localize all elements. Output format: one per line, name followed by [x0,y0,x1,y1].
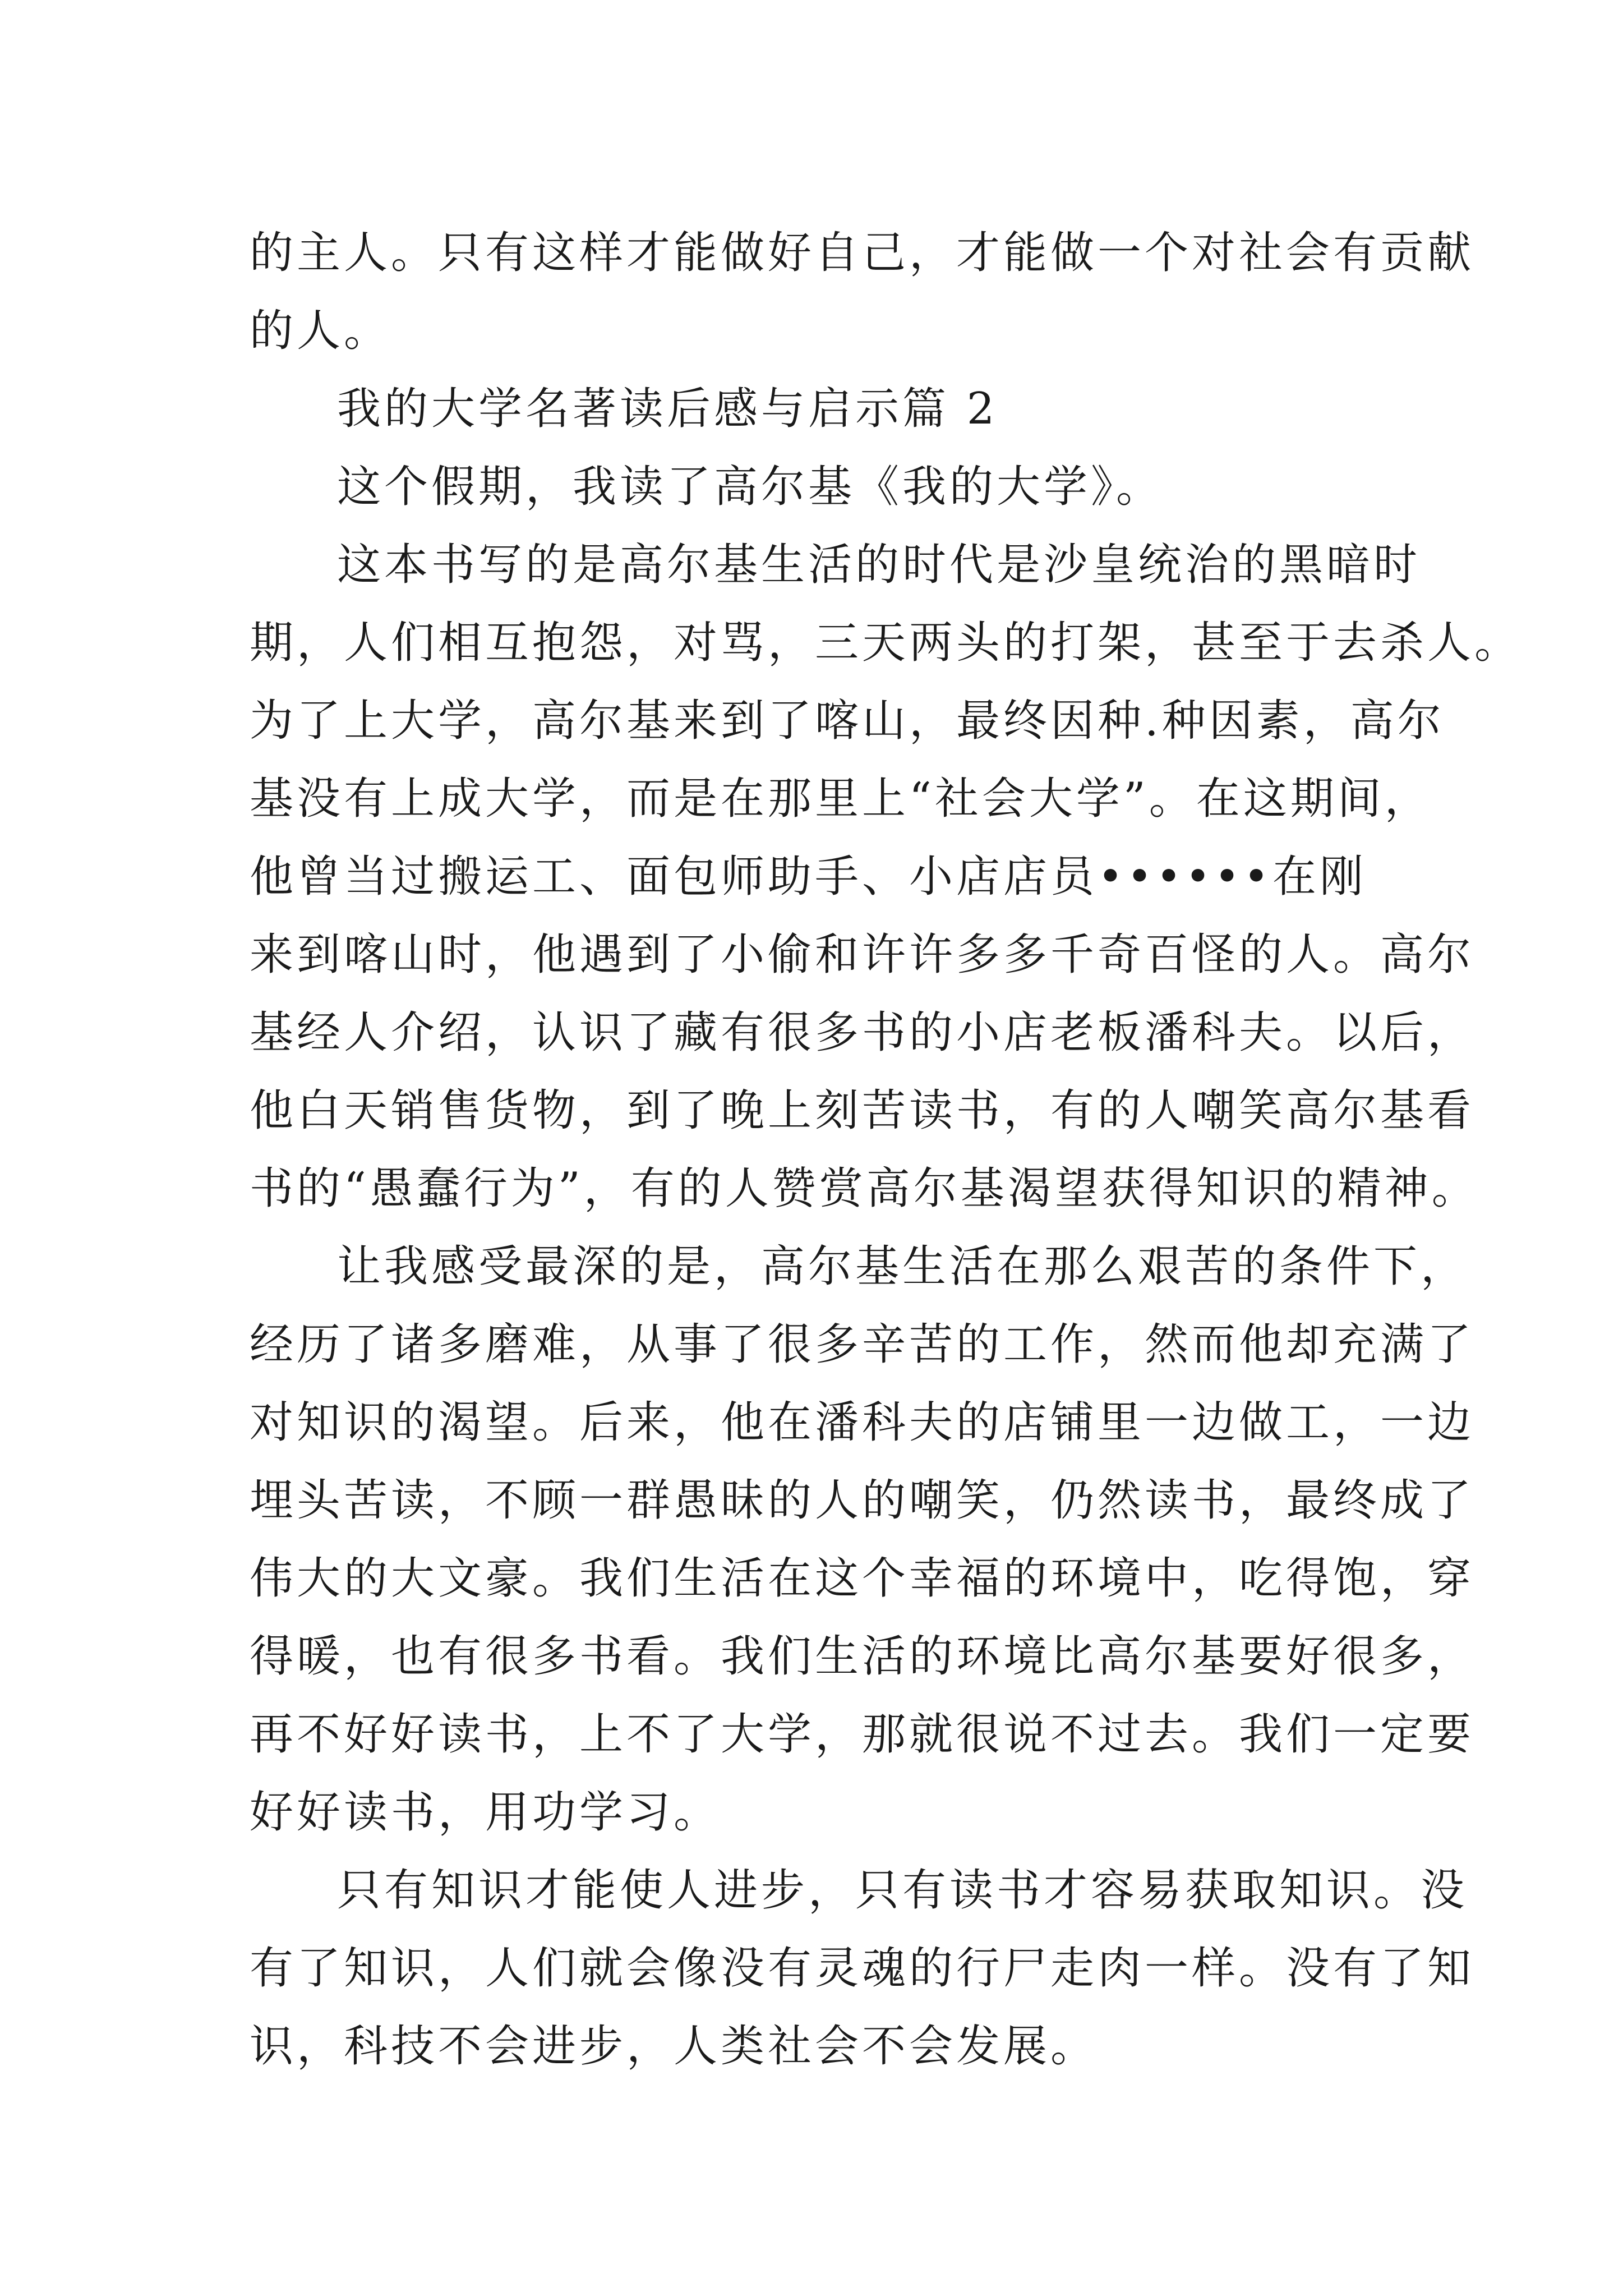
text-line: 埋头苦读，不顾一群愚昧的人的嘲笑，仍然读书，最终成了 [250,1475,1475,1526]
text-line: 再不好好读书，上不了大学，那就很说不过去。我们一定要 [250,1709,1475,1760]
text-line: 好好读书，用功学习。 [250,1787,721,1838]
text-line: 经历了诸多磨难，从事了很多辛苦的工作，然而他却充满了 [250,1319,1475,1370]
text-line: 来到喀山时，他遇到了小偷和许许多多千奇百怪的人。高尔 [250,930,1475,980]
text-line: 基经人介绍，认识了藏有很多书的小店老板潘科夫。以后， [250,1007,1475,1058]
document-body [250,214,1522,2086]
text-line: 伟大的大文豪。我们生活在这个幸福的环境中，吃得饱，穿 [250,1553,1475,1604]
text-line: 只有知识才能使人进步，只有读书才容易获取知识。没 [337,1865,1468,1916]
text-line: 得暖，也有很多书看。我们生活的环境比高尔基要好很多， [250,1631,1475,1682]
text-line: 他曾当过搬运工、面包师助手、小店店员••••••在刚 [250,852,1367,902]
text-line: 对知识的渴望。后来，他在潘科夫的店铺里一边做工，一边 [250,1397,1475,1448]
text-line: 识，科技不会进步，人类社会不会发展。 [250,2021,1098,2072]
text-line: 让我感受最深的是，高尔基生活在那么艰苦的条件下， [337,1241,1468,1292]
text-line: 这个假期，我读了高尔基《我的大学》。 [337,462,1164,512]
text-line: 他白天销售货物，到了晚上刻苦读书，有的人嘲笑高尔基看 [250,1085,1475,1136]
text-line: 基没有上成大学，而是在那里上“社会大学”。在这期间， [250,774,1432,824]
text-line: 期，人们相互抱怨，对骂，三天两头的打架，甚至于去杀人。 [250,618,1522,668]
text-line: 这本书写的是高尔基生活的时代是沙皇统治的黑暗时 [337,540,1421,590]
text-line: 书的“愚蠢行为”，有的人赞赏高尔基渴望获得知识的精神。 [250,1163,1479,1214]
text-line: 的主人。只有这样才能做好自己，才能做一个对社会有贡献 [250,228,1475,278]
section-heading: 我的大学名著读后感与启示篇 2 [337,384,998,434]
text-line: 为了上大学，高尔基来到了喀山，最终因种.种因素，高尔 [250,696,1445,746]
text-line: 有了知识，人们就会像没有灵魂的行尸走肉一样。没有了知 [250,1943,1475,1994]
text-line: 的人。 [250,306,391,356]
